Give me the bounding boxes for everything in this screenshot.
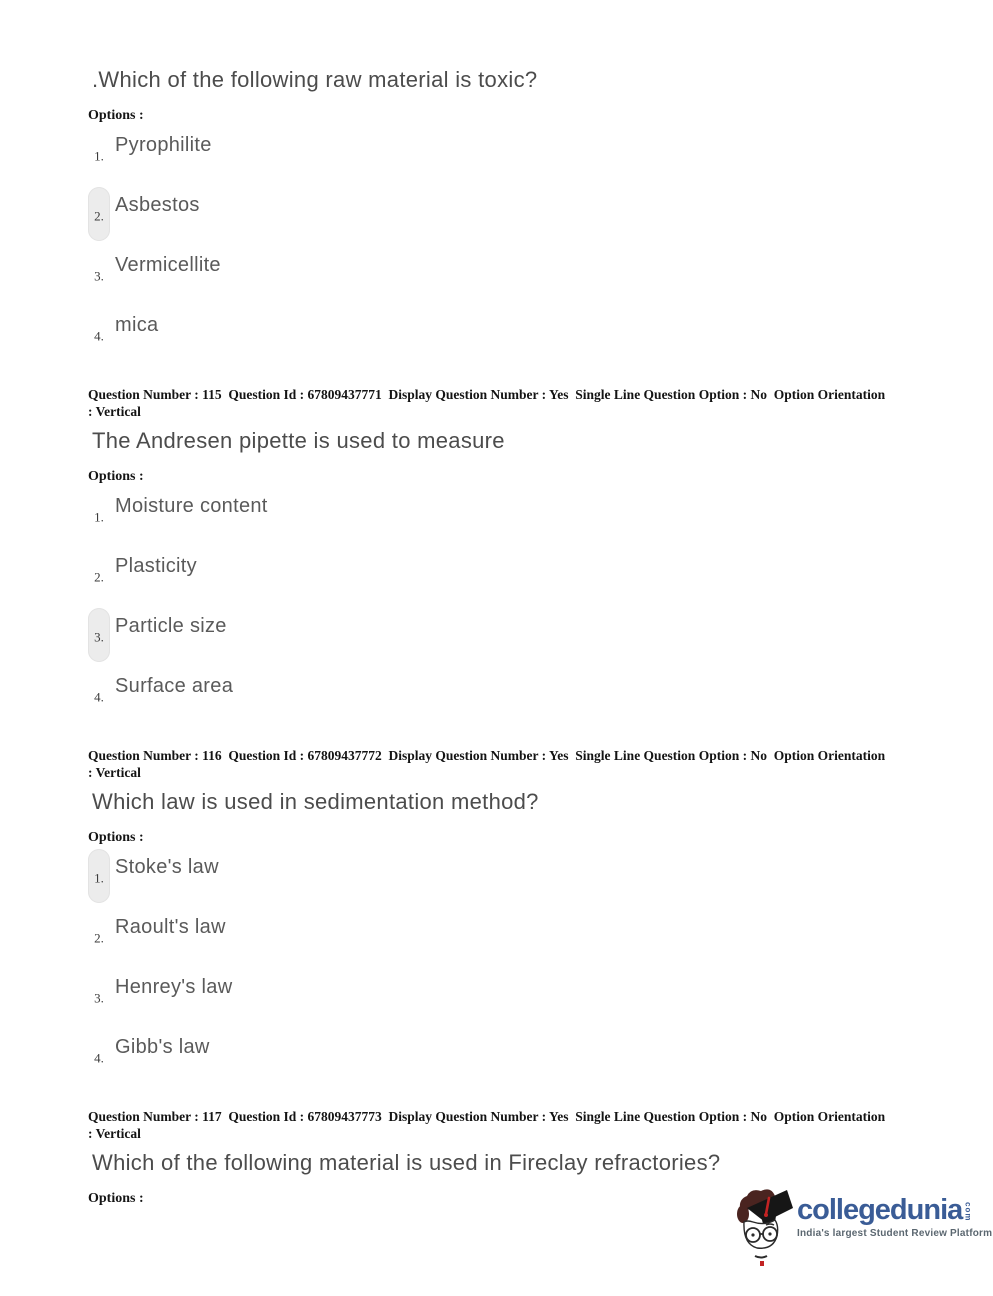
option-number: 2. <box>94 208 104 224</box>
option-number: 3. <box>94 268 104 284</box>
option-label: Moisture content <box>115 495 268 517</box>
option-marker[interactable] <box>88 1029 110 1083</box>
option-number: 1. <box>94 870 104 886</box>
options-label: Options : <box>88 108 144 123</box>
option-marker[interactable] <box>88 548 110 602</box>
collegedunia-logo[interactable] <box>731 1182 992 1268</box>
collegedunia-logo-text <box>797 1195 992 1239</box>
option-label: Vermicellite <box>115 254 221 276</box>
question-title: The Andresen pipette is used to measure <box>92 428 505 453</box>
brand-name: collegedunia <box>797 1194 963 1226</box>
option-label: Plasticity <box>115 555 197 577</box>
option-row[interactable] <box>88 548 888 602</box>
option-number: 4. <box>94 328 104 344</box>
option-number: 1. <box>94 148 104 164</box>
option-row[interactable] <box>88 668 888 722</box>
option-row[interactable] <box>88 247 888 301</box>
collegedunia-mascot-icon <box>731 1182 795 1268</box>
option-marker[interactable] <box>88 488 110 542</box>
option-number: 4. <box>94 689 104 705</box>
option-label: Raoult's law <box>115 916 226 938</box>
option-marker[interactable] <box>88 127 110 181</box>
options-label: Options : <box>88 1191 144 1206</box>
option-label: Particle size <box>115 615 227 637</box>
option-marker[interactable] <box>88 247 110 301</box>
option-row[interactable] <box>88 307 888 361</box>
option-label: Gibb's law <box>115 1036 210 1058</box>
question-metadata: Question Number : 116 Question Id : 67809437772 Display Question Number : Yes Single Line Question Option : No Option Orientation : Vertical <box>88 748 889 780</box>
options-label: Options : <box>88 469 144 484</box>
brand-tagline: India's largest Student Review Platform <box>797 1228 993 1239</box>
question-block <box>88 748 888 1083</box>
option-marker[interactable] <box>88 909 110 963</box>
question-title: Which law is used in sedimentation method? <box>92 789 539 814</box>
option-number: 4. <box>94 1050 104 1066</box>
option-marker[interactable] <box>88 849 110 903</box>
question-block <box>88 66 888 361</box>
brand-suffix: com <box>963 1202 973 1222</box>
option-marker[interactable] <box>88 969 110 1023</box>
option-row[interactable] <box>88 849 888 903</box>
option-row[interactable] <box>88 1029 888 1083</box>
option-number: 2. <box>94 930 104 946</box>
option-row[interactable] <box>88 608 888 662</box>
question-metadata: Question Number : 115 Question Id : 67809437771 Display Question Number : Yes Single Line Question Option : No Option Orientation : Vertical <box>88 387 889 419</box>
option-number: 3. <box>94 990 104 1006</box>
question-title: .Which of the following raw material is toxic? <box>92 67 538 92</box>
option-number: 3. <box>94 629 104 645</box>
option-label: Henrey's law <box>115 976 233 998</box>
option-label: Pyrophilite <box>115 134 212 156</box>
option-marker[interactable] <box>88 668 110 722</box>
question-metadata: Question Number : 117 Question Id : 67809437773 Display Question Number : Yes Single Line Question Option : No Option Orientation : Vertical <box>88 1109 889 1141</box>
option-row[interactable] <box>88 127 888 181</box>
option-label: Asbestos <box>115 194 200 216</box>
option-marker[interactable] <box>88 608 110 662</box>
option-label: Surface area <box>115 675 234 697</box>
question-title: Which of the following material is used in Fireclay refractories? <box>92 1150 721 1175</box>
option-row[interactable] <box>88 969 888 1023</box>
question-list <box>88 66 888 1210</box>
option-label: Stoke's law <box>115 856 219 878</box>
question-block <box>88 387 888 722</box>
option-label: mica <box>115 314 159 336</box>
option-row[interactable] <box>88 909 888 963</box>
options-label: Options : <box>88 830 144 845</box>
option-marker[interactable] <box>88 307 110 361</box>
option-row[interactable] <box>88 187 888 241</box>
option-number: 2. <box>94 569 104 585</box>
option-marker[interactable] <box>88 187 110 241</box>
option-row[interactable] <box>88 488 888 542</box>
option-number: 1. <box>94 509 104 525</box>
